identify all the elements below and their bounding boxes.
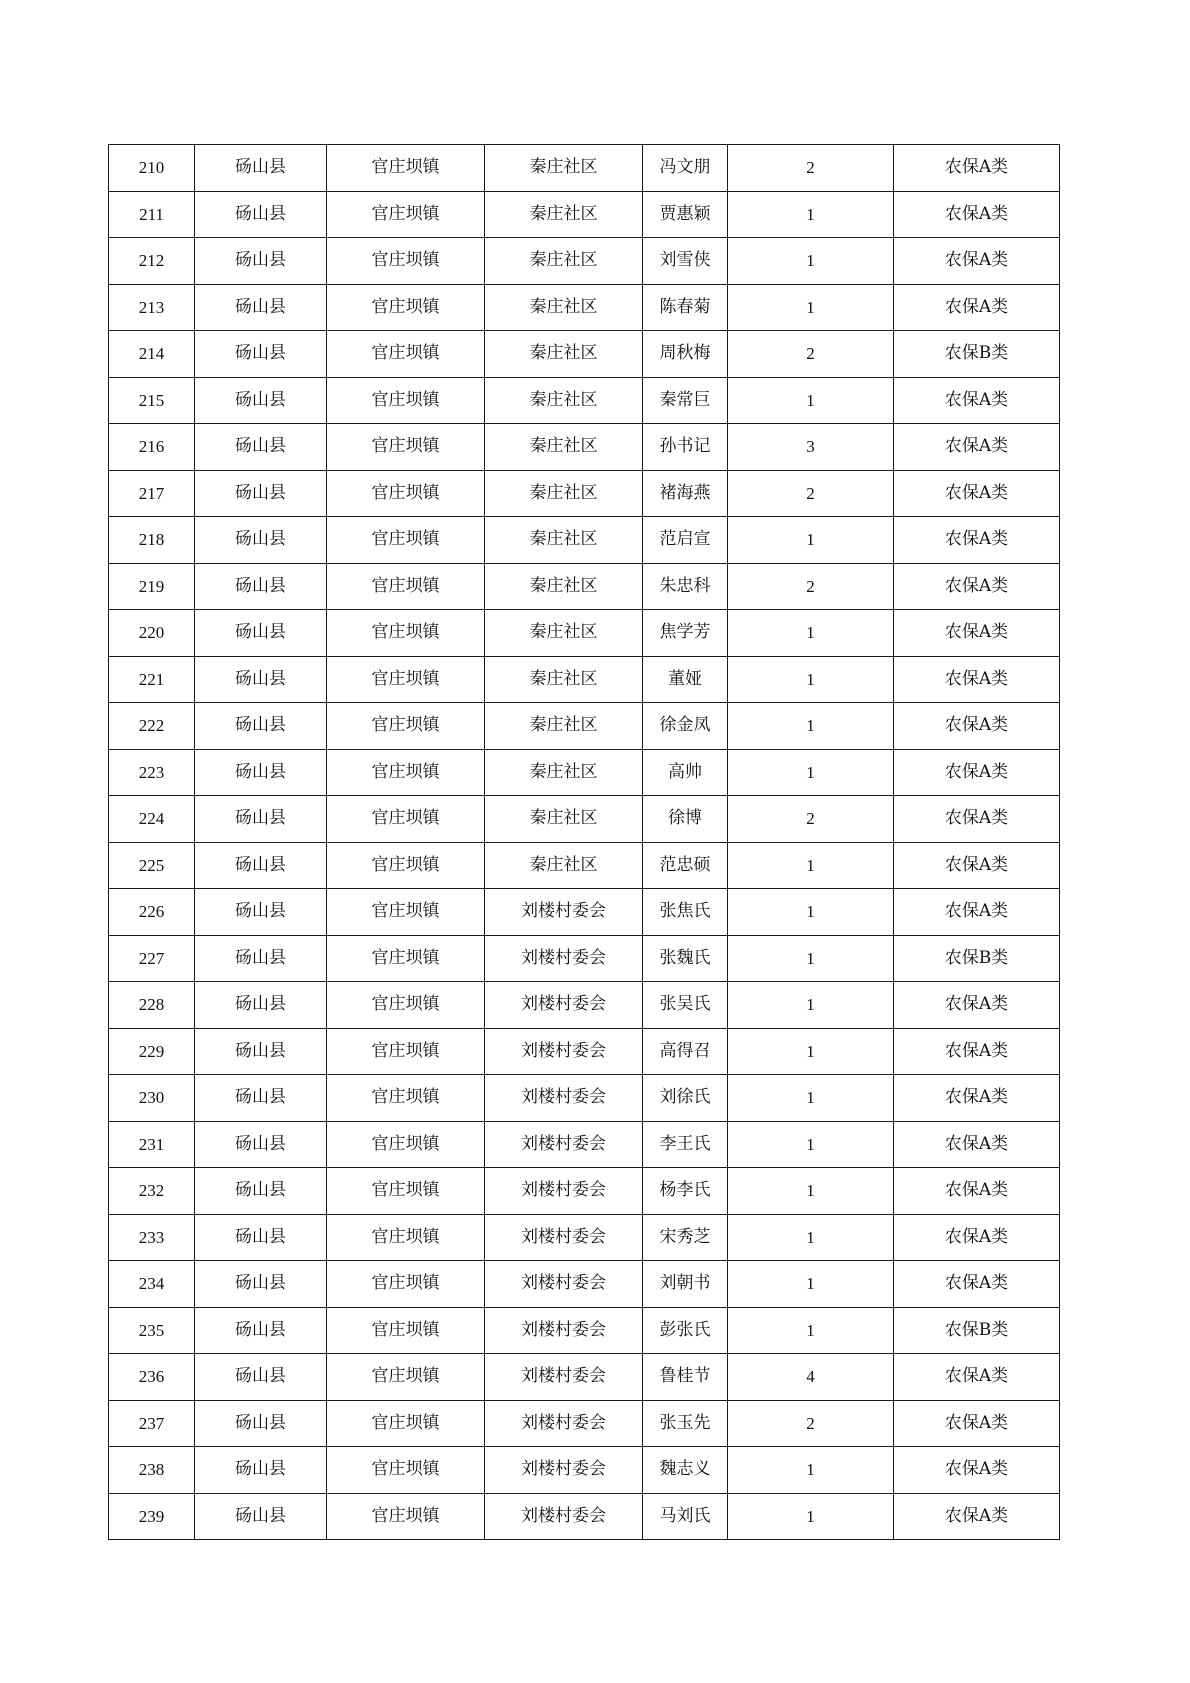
table-row (109, 1307, 1060, 1354)
county-cell: 砀山县 (195, 377, 327, 424)
category-cell: 农保A类 (894, 610, 1060, 657)
town-cell: 官庄坝镇 (327, 842, 485, 889)
table-row (109, 703, 1060, 750)
row-number-cell: 224 (109, 796, 195, 843)
community-cell: 刘楼村委会 (485, 1307, 643, 1354)
category-cell: 农保A类 (894, 1261, 1060, 1308)
household-count-cell: 1 (728, 842, 894, 889)
household-count-cell: 1 (728, 749, 894, 796)
row-number-cell: 229 (109, 1028, 195, 1075)
county-cell: 砀山县 (195, 1493, 327, 1540)
category-cell: 农保B类 (894, 331, 1060, 378)
town-cell: 官庄坝镇 (327, 1214, 485, 1261)
household-count-cell: 2 (728, 331, 894, 378)
county-cell: 砀山县 (195, 796, 327, 843)
person-name-cell: 褚海燕 (643, 470, 728, 517)
row-number-cell: 221 (109, 656, 195, 703)
person-name-cell: 秦常巨 (643, 377, 728, 424)
household-count-cell: 2 (728, 563, 894, 610)
household-count-cell: 1 (728, 1493, 894, 1540)
table-row (109, 1121, 1060, 1168)
household-count-cell: 1 (728, 1261, 894, 1308)
household-count-cell: 1 (728, 1028, 894, 1075)
town-cell: 官庄坝镇 (327, 1261, 485, 1308)
person-name-cell: 范启宣 (643, 517, 728, 564)
data-table (108, 144, 1060, 1540)
community-cell: 秦庄社区 (485, 331, 643, 378)
county-cell: 砀山县 (195, 982, 327, 1029)
table-row (109, 982, 1060, 1029)
county-cell: 砀山县 (195, 1168, 327, 1215)
household-count-cell: 1 (728, 656, 894, 703)
county-cell: 砀山县 (195, 656, 327, 703)
person-name-cell: 张焦氏 (643, 889, 728, 936)
table-row (109, 238, 1060, 285)
person-name-cell: 周秋梅 (643, 331, 728, 378)
county-cell: 砀山县 (195, 470, 327, 517)
table-row (109, 1261, 1060, 1308)
person-name-cell: 鲁桂节 (643, 1354, 728, 1401)
town-cell: 官庄坝镇 (327, 1493, 485, 1540)
town-cell: 官庄坝镇 (327, 610, 485, 657)
category-cell: 农保B类 (894, 935, 1060, 982)
row-number-cell: 217 (109, 470, 195, 517)
town-cell: 官庄坝镇 (327, 1168, 485, 1215)
table-row (109, 1075, 1060, 1122)
household-count-cell: 2 (728, 470, 894, 517)
person-name-cell: 刘雪侠 (643, 238, 728, 285)
person-name-cell: 董娅 (643, 656, 728, 703)
household-count-cell: 1 (728, 284, 894, 331)
town-cell: 官庄坝镇 (327, 1121, 485, 1168)
community-cell: 秦庄社区 (485, 145, 643, 192)
county-cell: 砀山县 (195, 1400, 327, 1447)
row-number-cell: 214 (109, 331, 195, 378)
household-count-cell: 1 (728, 238, 894, 285)
category-cell: 农保A类 (894, 238, 1060, 285)
row-number-cell: 238 (109, 1447, 195, 1494)
household-count-cell: 1 (728, 1307, 894, 1354)
county-cell: 砀山县 (195, 1214, 327, 1261)
category-cell: 农保A类 (894, 842, 1060, 889)
community-cell: 刘楼村委会 (485, 1214, 643, 1261)
community-cell: 刘楼村委会 (485, 1121, 643, 1168)
town-cell: 官庄坝镇 (327, 982, 485, 1029)
row-number-cell: 236 (109, 1354, 195, 1401)
row-number-cell: 237 (109, 1400, 195, 1447)
household-count-cell: 1 (728, 1075, 894, 1122)
county-cell: 砀山县 (195, 1307, 327, 1354)
row-number-cell: 219 (109, 563, 195, 610)
community-cell: 刘楼村委会 (485, 1168, 643, 1215)
household-count-cell: 2 (728, 796, 894, 843)
community-cell: 秦庄社区 (485, 796, 643, 843)
category-cell: 农保A类 (894, 1214, 1060, 1261)
household-count-cell: 1 (728, 1447, 894, 1494)
county-cell: 砀山县 (195, 749, 327, 796)
county-cell: 砀山县 (195, 424, 327, 471)
category-cell: 农保A类 (894, 470, 1060, 517)
person-name-cell: 高帅 (643, 749, 728, 796)
county-cell: 砀山县 (195, 1075, 327, 1122)
table-row (109, 331, 1060, 378)
county-cell: 砀山县 (195, 889, 327, 936)
category-cell: 农保B类 (894, 1307, 1060, 1354)
household-count-cell: 2 (728, 145, 894, 192)
table-row (109, 935, 1060, 982)
town-cell: 官庄坝镇 (327, 191, 485, 238)
household-count-cell: 1 (728, 610, 894, 657)
person-name-cell: 徐博 (643, 796, 728, 843)
row-number-cell: 230 (109, 1075, 195, 1122)
row-number-cell: 211 (109, 191, 195, 238)
table-row (109, 749, 1060, 796)
town-cell: 官庄坝镇 (327, 517, 485, 564)
row-number-cell: 223 (109, 749, 195, 796)
town-cell: 官庄坝镇 (327, 238, 485, 285)
category-cell: 农保A类 (894, 377, 1060, 424)
category-cell: 农保A类 (894, 145, 1060, 192)
household-count-cell: 1 (728, 377, 894, 424)
table-row (109, 796, 1060, 843)
community-cell: 秦庄社区 (485, 424, 643, 471)
community-cell: 刘楼村委会 (485, 1400, 643, 1447)
household-count-cell: 2 (728, 1400, 894, 1447)
row-number-cell: 220 (109, 610, 195, 657)
town-cell: 官庄坝镇 (327, 331, 485, 378)
table-row (109, 610, 1060, 657)
community-cell: 秦庄社区 (485, 470, 643, 517)
town-cell: 官庄坝镇 (327, 1400, 485, 1447)
person-name-cell: 冯文朋 (643, 145, 728, 192)
table-row (109, 470, 1060, 517)
town-cell: 官庄坝镇 (327, 889, 485, 936)
town-cell: 官庄坝镇 (327, 796, 485, 843)
town-cell: 官庄坝镇 (327, 1354, 485, 1401)
town-cell: 官庄坝镇 (327, 656, 485, 703)
table-row (109, 284, 1060, 331)
household-count-cell: 1 (728, 935, 894, 982)
person-name-cell: 张吴氏 (643, 982, 728, 1029)
county-cell: 砀山县 (195, 1121, 327, 1168)
county-cell: 砀山县 (195, 1261, 327, 1308)
community-cell: 秦庄社区 (485, 238, 643, 285)
category-cell: 农保A类 (894, 749, 1060, 796)
row-number-cell: 212 (109, 238, 195, 285)
county-cell: 砀山县 (195, 238, 327, 285)
category-cell: 农保A类 (894, 1028, 1060, 1075)
row-number-cell: 227 (109, 935, 195, 982)
town-cell: 官庄坝镇 (327, 1447, 485, 1494)
row-number-cell: 216 (109, 424, 195, 471)
household-count-cell: 1 (728, 889, 894, 936)
category-cell: 农保A类 (894, 1447, 1060, 1494)
category-cell: 农保A类 (894, 191, 1060, 238)
household-count-cell: 1 (728, 517, 894, 564)
town-cell: 官庄坝镇 (327, 1307, 485, 1354)
community-cell: 秦庄社区 (485, 377, 643, 424)
person-name-cell: 张玉先 (643, 1400, 728, 1447)
person-name-cell: 陈春菊 (643, 284, 728, 331)
person-name-cell: 张魏氏 (643, 935, 728, 982)
row-number-cell: 213 (109, 284, 195, 331)
community-cell: 刘楼村委会 (485, 1075, 643, 1122)
category-cell: 农保A类 (894, 284, 1060, 331)
community-cell: 刘楼村委会 (485, 1447, 643, 1494)
table-row (109, 1214, 1060, 1261)
household-count-cell: 4 (728, 1354, 894, 1401)
person-name-cell: 焦学芳 (643, 610, 728, 657)
county-cell: 砀山县 (195, 1028, 327, 1075)
table-row (109, 1400, 1060, 1447)
community-cell: 秦庄社区 (485, 842, 643, 889)
town-cell: 官庄坝镇 (327, 1075, 485, 1122)
category-cell: 农保A类 (894, 982, 1060, 1029)
row-number-cell: 226 (109, 889, 195, 936)
category-cell: 农保A类 (894, 1075, 1060, 1122)
row-number-cell: 234 (109, 1261, 195, 1308)
row-number-cell: 233 (109, 1214, 195, 1261)
community-cell: 秦庄社区 (485, 284, 643, 331)
table-row (109, 1493, 1060, 1540)
county-cell: 砀山县 (195, 517, 327, 564)
row-number-cell: 239 (109, 1493, 195, 1540)
town-cell: 官庄坝镇 (327, 145, 485, 192)
table-row (109, 377, 1060, 424)
person-name-cell: 徐金凤 (643, 703, 728, 750)
community-cell: 刘楼村委会 (485, 1028, 643, 1075)
category-cell: 农保A类 (894, 796, 1060, 843)
town-cell: 官庄坝镇 (327, 470, 485, 517)
household-count-cell: 1 (728, 703, 894, 750)
person-name-cell: 魏志义 (643, 1447, 728, 1494)
table-row (109, 191, 1060, 238)
category-cell: 农保A类 (894, 1354, 1060, 1401)
category-cell: 农保A类 (894, 1168, 1060, 1215)
row-number-cell: 225 (109, 842, 195, 889)
row-number-cell: 232 (109, 1168, 195, 1215)
county-cell: 砀山县 (195, 935, 327, 982)
county-cell: 砀山县 (195, 145, 327, 192)
community-cell: 秦庄社区 (485, 563, 643, 610)
household-count-cell: 1 (728, 1214, 894, 1261)
row-number-cell: 210 (109, 145, 195, 192)
table-row (109, 842, 1060, 889)
category-cell: 农保A类 (894, 1121, 1060, 1168)
county-cell: 砀山县 (195, 703, 327, 750)
community-cell: 秦庄社区 (485, 517, 643, 564)
community-cell: 秦庄社区 (485, 656, 643, 703)
county-cell: 砀山县 (195, 563, 327, 610)
community-cell: 秦庄社区 (485, 191, 643, 238)
town-cell: 官庄坝镇 (327, 935, 485, 982)
community-cell: 刘楼村委会 (485, 1354, 643, 1401)
household-count-cell: 1 (728, 1121, 894, 1168)
person-name-cell: 杨李氏 (643, 1168, 728, 1215)
town-cell: 官庄坝镇 (327, 563, 485, 610)
row-number-cell: 222 (109, 703, 195, 750)
person-name-cell: 范忠硕 (643, 842, 728, 889)
category-cell: 农保A类 (894, 889, 1060, 936)
table-row (109, 1028, 1060, 1075)
person-name-cell: 朱忠科 (643, 563, 728, 610)
table-row (109, 889, 1060, 936)
category-cell: 农保A类 (894, 703, 1060, 750)
household-count-cell: 3 (728, 424, 894, 471)
community-cell: 秦庄社区 (485, 749, 643, 796)
town-cell: 官庄坝镇 (327, 1028, 485, 1075)
community-cell: 刘楼村委会 (485, 889, 643, 936)
household-count-cell: 1 (728, 191, 894, 238)
person-name-cell: 刘徐氏 (643, 1075, 728, 1122)
household-count-cell: 1 (728, 1168, 894, 1215)
person-name-cell: 宋秀芝 (643, 1214, 728, 1261)
county-cell: 砀山县 (195, 842, 327, 889)
person-name-cell: 李王氏 (643, 1121, 728, 1168)
table-row (109, 424, 1060, 471)
category-cell: 农保A类 (894, 1400, 1060, 1447)
row-number-cell: 228 (109, 982, 195, 1029)
table-body (109, 145, 1060, 1540)
town-cell: 官庄坝镇 (327, 377, 485, 424)
town-cell: 官庄坝镇 (327, 749, 485, 796)
category-cell: 农保A类 (894, 424, 1060, 471)
community-cell: 刘楼村委会 (485, 982, 643, 1029)
person-name-cell: 高得召 (643, 1028, 728, 1075)
row-number-cell: 231 (109, 1121, 195, 1168)
community-cell: 秦庄社区 (485, 703, 643, 750)
table-row (109, 1168, 1060, 1215)
community-cell: 秦庄社区 (485, 610, 643, 657)
town-cell: 官庄坝镇 (327, 424, 485, 471)
table-row (109, 517, 1060, 564)
county-cell: 砀山县 (195, 1354, 327, 1401)
table-row (109, 145, 1060, 192)
county-cell: 砀山县 (195, 331, 327, 378)
person-name-cell: 贾惠颖 (643, 191, 728, 238)
row-number-cell: 218 (109, 517, 195, 564)
table-row (109, 1354, 1060, 1401)
category-cell: 农保A类 (894, 1493, 1060, 1540)
table-row (109, 1447, 1060, 1494)
person-name-cell: 刘朝书 (643, 1261, 728, 1308)
county-cell: 砀山县 (195, 191, 327, 238)
community-cell: 刘楼村委会 (485, 935, 643, 982)
town-cell: 官庄坝镇 (327, 284, 485, 331)
person-name-cell: 彭张氏 (643, 1307, 728, 1354)
household-count-cell: 1 (728, 982, 894, 1029)
person-name-cell: 孙书记 (643, 424, 728, 471)
community-cell: 刘楼村委会 (485, 1261, 643, 1308)
community-cell: 刘楼村委会 (485, 1493, 643, 1540)
county-cell: 砀山县 (195, 284, 327, 331)
town-cell: 官庄坝镇 (327, 703, 485, 750)
row-number-cell: 235 (109, 1307, 195, 1354)
table-row (109, 656, 1060, 703)
category-cell: 农保A类 (894, 656, 1060, 703)
person-name-cell: 马刘氏 (643, 1493, 728, 1540)
row-number-cell: 215 (109, 377, 195, 424)
category-cell: 农保A类 (894, 517, 1060, 564)
county-cell: 砀山县 (195, 610, 327, 657)
category-cell: 农保A类 (894, 563, 1060, 610)
table-row (109, 563, 1060, 610)
county-cell: 砀山县 (195, 1447, 327, 1494)
